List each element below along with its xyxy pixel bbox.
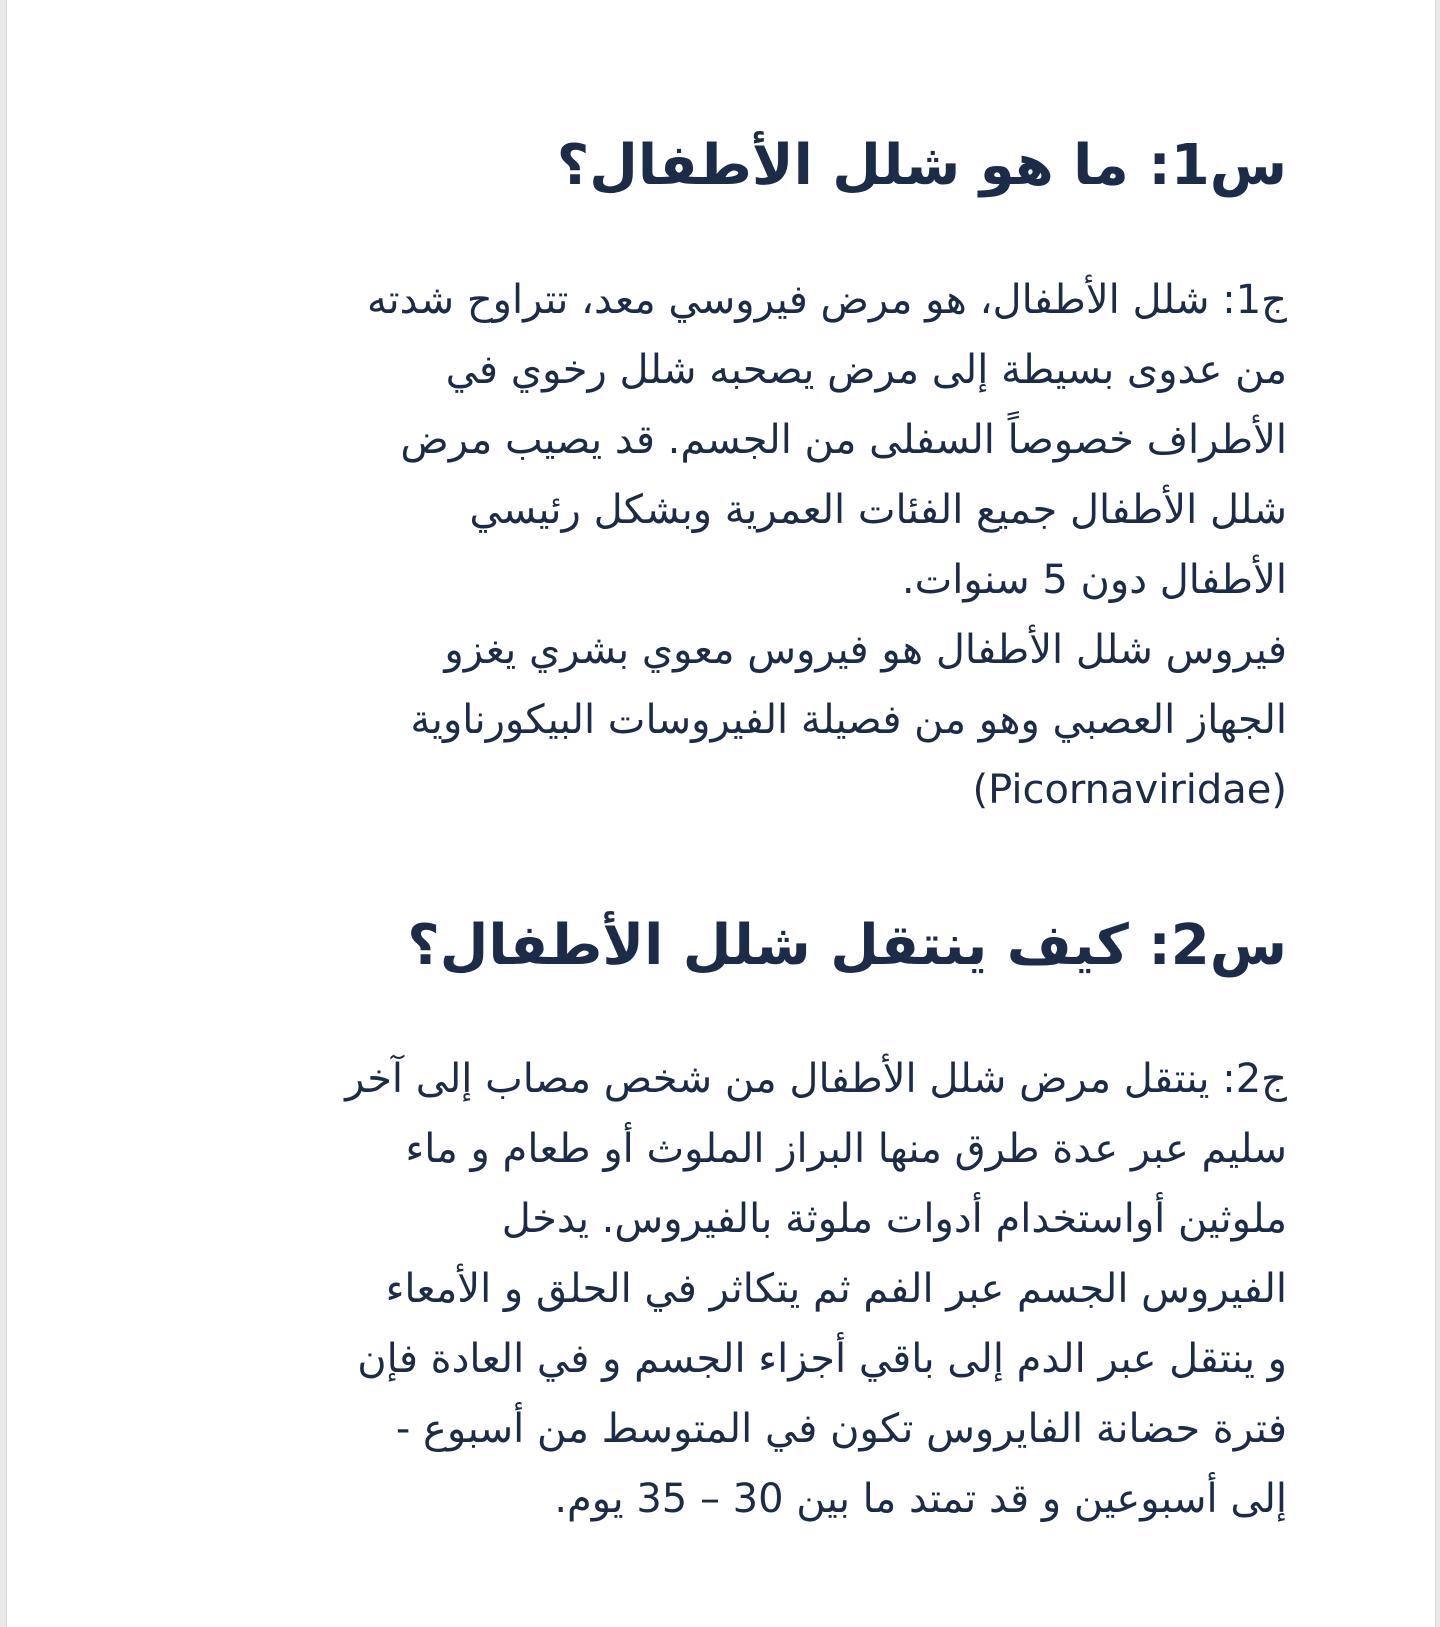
- q1-answer-line: فيروس شلل الأطفال هو فيروس معوي بشري يغزو: [444, 627, 1287, 673]
- q1-answer-line: الأطفال دون 5 سنوات.: [901, 557, 1287, 603]
- q1-answer-line: ج1: شلل الأطفال، هو مرض فيروسي معد، تتراوح شدته: [367, 277, 1287, 323]
- q1-answer: [157, 265, 1287, 825]
- q2-answer-line: و ينتقل عبر الدم إلى باقي أجزاء الجسم و في العادة فإن: [357, 1336, 1287, 1382]
- q2-section: [157, 908, 1287, 1534]
- q2-answer-line: سليم عبر عدة طرق منها البراز الملوث أو طعام و ماء: [405, 1126, 1287, 1172]
- q1-answer-line: الجهاز العصبي وهو من فصيلة الفيروسات البيكورناوية: [410, 697, 1287, 743]
- q1-answer-line: من عدوى بسيطة إلى مرض يصحبه شلل رخوي في: [445, 347, 1287, 393]
- q2-answer: [157, 1044, 1287, 1534]
- q2-answer-line: الفيروس الجسم عبر الفم ثم يتكاثر في الحلق و الأمعاء: [385, 1266, 1287, 1312]
- q2-answer-line: إلى أسبوعين و قد تمتد ما بين 30 – 35 يوم.: [554, 1476, 1287, 1522]
- q2-answer-line: ج2: ينتقل مرض شلل الأطفال من شخص مصاب إلى آخر: [345, 1056, 1287, 1102]
- q1-section: [157, 128, 1287, 825]
- q1-answer-line: (Picornaviridae): [972, 767, 1287, 813]
- q2-question-heading: س2: كيف ينتقل شلل الأطفال؟: [407, 913, 1287, 978]
- q1-question-heading: س1: ما هو شلل الأطفال؟: [556, 133, 1287, 198]
- q2-answer-line: ملوثين أواستخدام أدوات ملوثة بالفيروس. يدخل: [501, 1196, 1287, 1242]
- q1-answer-line: شلل الأطفال جميع الفئات العمرية وبشكل رئيسي: [469, 487, 1287, 533]
- q1-answer-line: الأطراف خصوصاً السفلى من الجسم. قد يصيب مرض: [400, 417, 1287, 463]
- document-page: [6, 0, 1436, 1627]
- q2-answer-line: فترة حضانة الفايروس تكون في المتوسط من أسبوع -: [395, 1406, 1287, 1452]
